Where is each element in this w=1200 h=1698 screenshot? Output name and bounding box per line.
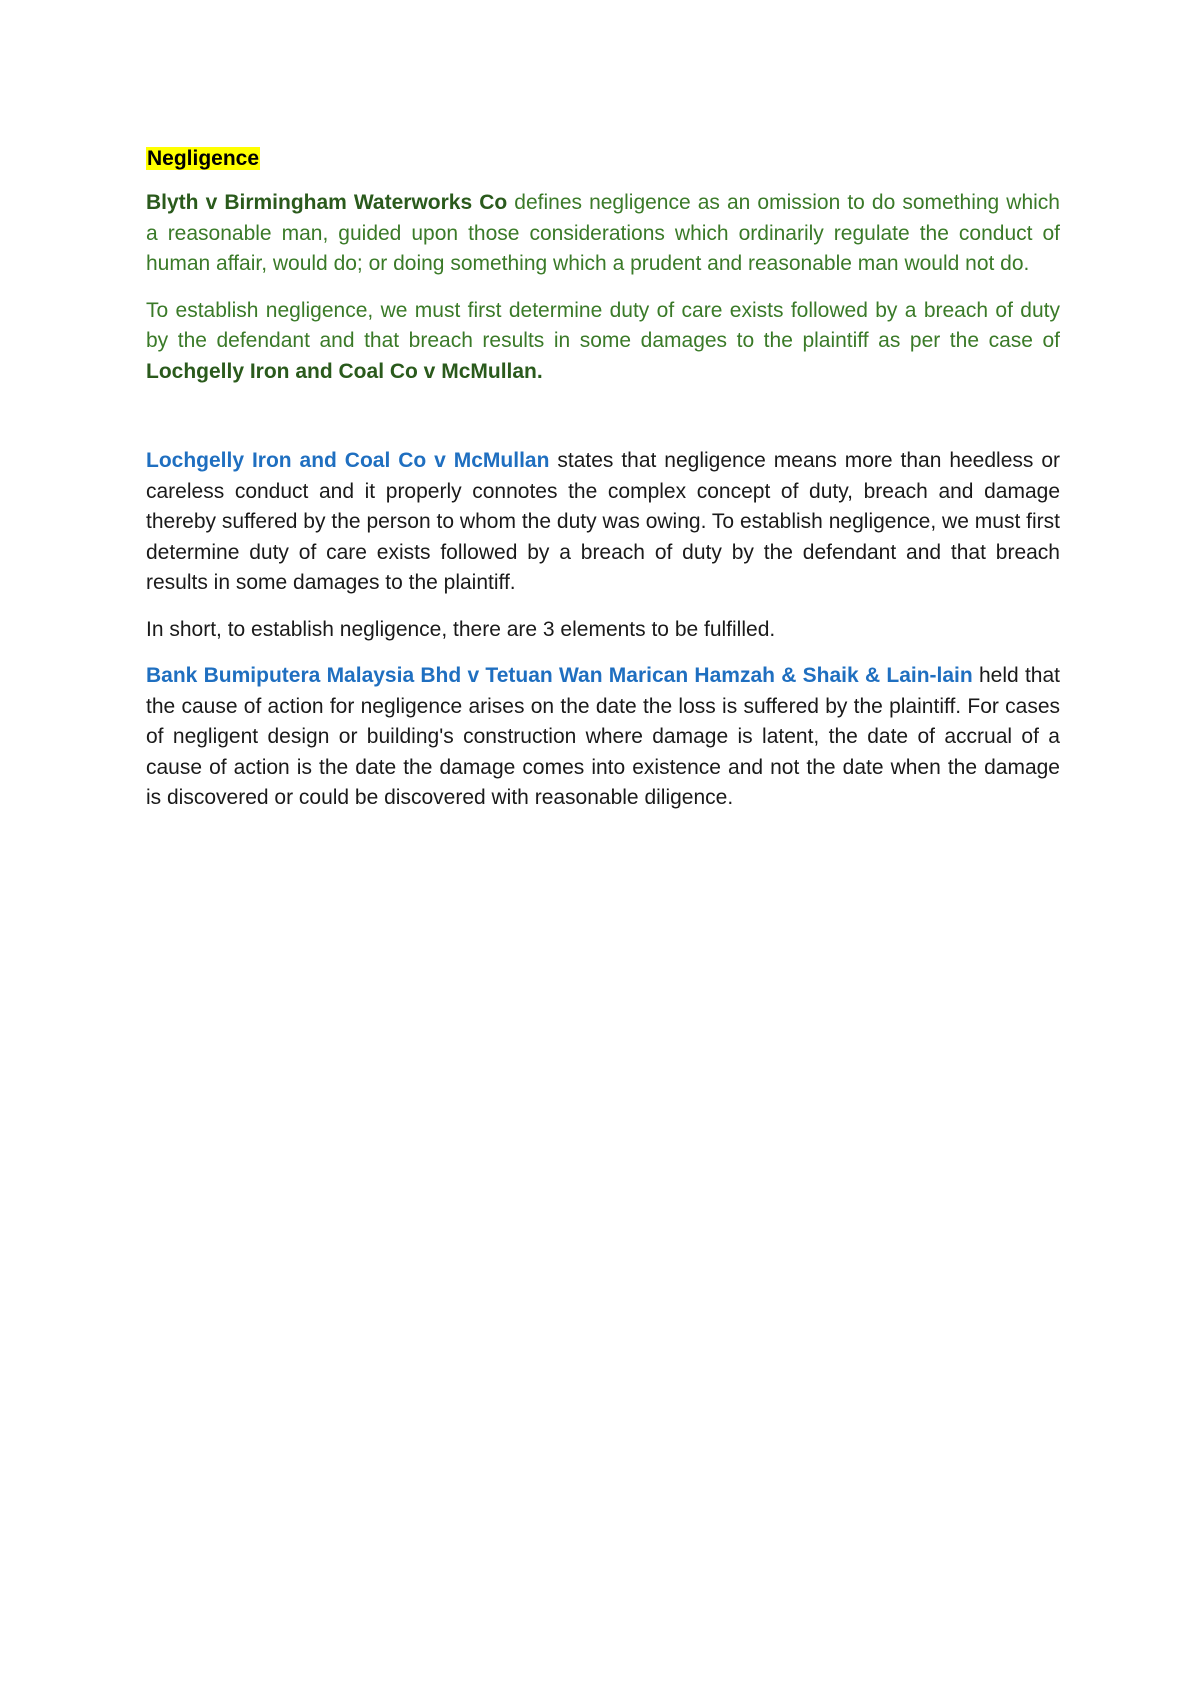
case-name-lochgelly-ref: Lochgelly Iron and Coal Co v McMullan.	[146, 359, 543, 383]
paragraph-lochgelly	[146, 446, 1060, 599]
spacer	[146, 403, 1060, 446]
paragraph-establish-negligence	[146, 296, 1060, 388]
paragraph-blyth	[146, 188, 1060, 280]
case-name-blyth: Blyth v Birmingham Waterworks Co	[146, 191, 508, 214]
paragraph-bank-bumiputera	[146, 661, 1060, 814]
paragraph-bank-bumiputera-text: held that the cause of action for negligence arises on the date the loss is suffered by the plaintiff. For cases of negligent design or building's construction where damage is latent, the date of accrual of a cause of action is the date the damage comes into existence and not the date when the damage is discovered or could be discovered with reasonable diligence.	[146, 664, 1061, 809]
document-body	[146, 144, 1060, 830]
case-name-bank-bumiputera: Bank Bumiputera Malaysia Bhd v Tetuan Wan Marican Hamzah & Shaik & Lain-lain	[146, 664, 973, 687]
paragraph-establish-text: To establish negligence, we must first determine duty of care exists followed by a breach of duty by the defendant and that breach results in some damages to the plaintiff as per the case of	[146, 298, 1060, 352]
paragraph-lochgelly-text: states that negligence means more than heedless or careless conduct and it properly connotes the complex concept of duty, breach and damage thereby suffered by the person to whom the duty was owing. To establish negligence, we must first determine duty of care exists followed by a breach of duty by the defendant and that breach results in some damages to the plaintiff.	[146, 449, 1060, 594]
case-name-lochgelly: Lochgelly Iron and Coal Co v McMullan	[146, 449, 550, 472]
paragraph-summary-text: In short, to establish negligence, there are 3 elements to be fulfilled.	[146, 617, 776, 641]
section-heading	[146, 144, 1060, 174]
heading-highlight: Negligence	[147, 147, 260, 170]
paragraph-blyth-text: defines negligence as an omission to do something which a reasonable man, guided upon those considerations which ordinarily regulate the conduct of human affair, would do; or doing something which a prudent and reasonable man would not do.	[146, 191, 1060, 275]
paragraph-summary	[146, 615, 1060, 646]
